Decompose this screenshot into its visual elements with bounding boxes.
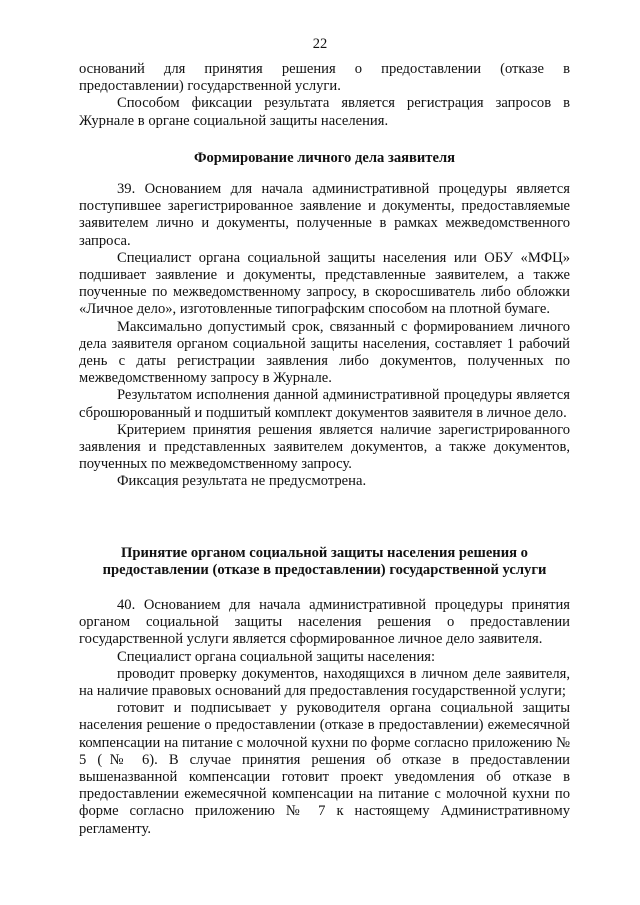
paragraph: Специалист органа социальной защиты населения или ОБУ «МФЦ» подшивает заявление и документы, представленные заявителем, а также поученные по межведомственному запросу, в скоросшиватель либо обложки «Личное дело», изготовленные типографским способом на плотной бумаге.	[79, 249, 570, 318]
paragraph: оснований для принятия решения о предоставлении (отказе в предоставлении) государственной услуги.	[79, 61, 570, 95]
paragraph: Способом фиксации результата является регистрация запросов в Журнале в органе социальной защиты населения.	[79, 95, 570, 129]
paragraph: Фиксация результата не предусмотрена.	[117, 473, 367, 490]
paragraph: 40. Основанием для начала административной процедуры принятия органом социальной защиты населения решения о предоставлении государственной услуги является сформированное личное дело заявителя.	[79, 597, 570, 648]
paragraph: Специалист органа социальной защиты населения:	[117, 648, 436, 665]
paragraph: проводит проверку документов, находящихся в личном деле заявителя, на наличие правовых оснований для предоставления государственной услуги;	[79, 665, 570, 700]
section-heading-text: Формирование личного дела заявителя	[193, 150, 456, 166]
paragraph: 39. Основанием для начала административной процедуры является поступившее зарегистрированное заявление и документы, предоставляемые заявителем лично и документы, полученные в рамках межведомственного запроса.	[79, 181, 570, 249]
paragraph: Критерием принятия решения является наличие зарегистрированного заявления и представленных заявителем документов, а также документов, поученных по межведомственному запросу.	[79, 421, 570, 473]
paragraph: готовит и подписывает у руководителя органа социальной защиты населения решение о предоставлении (отказе в предоставлении) ежемесячной компенсации на питание с молочной кухни по форме согласно приложению № 5 (№ 6). В случае принятия решения об отказе в предоставлении вышеназванной компенсации готовит проект уведомления об отказе в предоставлении ежемесячной компенсации на питание с молочной кухни по форме согласно приложению № 7 к настоящему Административному регламенту.	[79, 700, 570, 837]
paragraph: Максимально допустимый срок, связанный с формированием личного дела заявителя органом социальной защиты населения, составляет 1 рабочий день с даты регистрации заявления либо документов, полученных по межведомственному запросу в Журнале.	[79, 318, 570, 387]
top-text-block	[79, 61, 570, 130]
section-heading-line: Принятие органом социальной защиты населения решения о	[121, 545, 528, 561]
section-heading-decision	[79, 545, 570, 579]
section-heading-personal-file	[79, 150, 570, 167]
paragraph: Результатом исполнения данной административной процедуры является сброшюрованный и подшитый комплект документов заявителя в личное дело.	[79, 387, 570, 421]
section-39-text-block	[79, 181, 570, 491]
section-heading-line: предоставлении (отказе в предоставлении) государственной услуги	[102, 562, 547, 579]
section-40-text-block	[79, 597, 570, 838]
page-number: 22	[312, 36, 328, 52]
